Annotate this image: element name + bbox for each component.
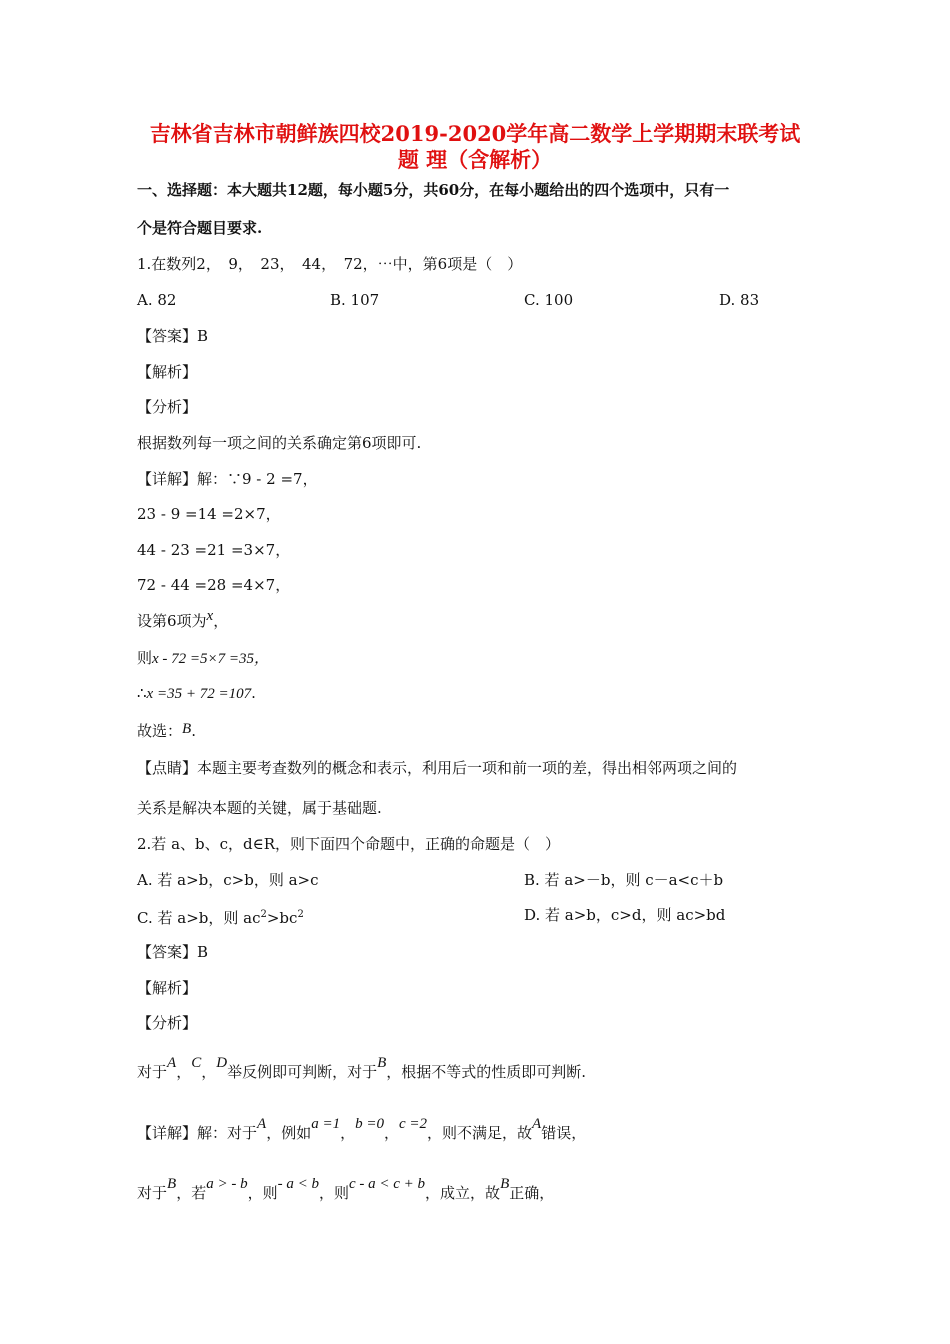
q1-then-prefix: 则 <box>137 649 153 667</box>
document-title-line-2: 题 理（含解析） <box>397 147 553 172</box>
q2-answer: 【答案】B <box>137 943 209 961</box>
document-title-line-1: 吉林省吉林市朝鲜族四校2019-2020学年高二数学上学期期末联考试 <box>149 121 801 146</box>
q2-detail2-part-6: 正确， <box>509 1184 555 1202</box>
q2-detail2-part-2: ，若 <box>176 1184 207 1202</box>
q1-set-x-line <box>137 608 229 632</box>
q1-choice-suffix: . <box>191 722 196 740</box>
q2-detail2-inequality-1: a > - b <box>206 1176 248 1192</box>
q2-reasoning-part-3: ，根据不等式的性质即可判断. <box>386 1063 587 1081</box>
q2-option-c-text: C. 若 a>b，则 ac <box>137 909 261 927</box>
q2-option-c-exponent-2: 2 <box>297 909 304 920</box>
q2-reasoning-option-a: A <box>167 1055 177 1071</box>
q2-reasoning-sep-1: ， <box>176 1063 192 1081</box>
q2-detail2-part-5: ，成立，故 <box>425 1184 501 1202</box>
q2-detail-part-2: ，例如 <box>266 1124 312 1142</box>
q2-detail2-part-3: ，则 <box>247 1184 278 1202</box>
q2-detail2-inequality-3: c - a < c + b <box>348 1176 426 1192</box>
q1-then-line <box>137 648 269 669</box>
q2-detail2-option-b-2: B <box>500 1176 510 1192</box>
q1-set-x-comma: ， <box>213 612 229 630</box>
q2-option-c-text-2: >bc <box>266 909 298 927</box>
q1-therefore-symbol: ∴ <box>137 684 147 702</box>
q1-therefore-dot: . <box>251 684 256 702</box>
q2-reasoning-sep-2: ， <box>201 1063 217 1081</box>
q2-detail-part-3: ，则不满足，故 <box>427 1124 533 1142</box>
q2-reasoning-text <box>137 1055 587 1083</box>
q1-equation-3: 72 - 44 =28 =4×7， <box>137 576 291 594</box>
q1-then-equation: x - 72 =5×7 =35， <box>152 651 270 667</box>
q2-detail-line-2 <box>137 1176 555 1204</box>
q1-detail-line: 【详解】解：∵9 - 2 =7， <box>137 470 318 488</box>
q2-detail2-option-b: B <box>167 1176 177 1192</box>
q2-option-c <box>137 905 304 928</box>
q2-stem: 2.若 a、b、c，d∈R，则下面四个命题中，正确的命题是（ ） <box>137 835 561 853</box>
q2-detail-part-1: 【详解】解：对于 <box>137 1124 258 1142</box>
q1-equation-2: 44 - 23 =21 =3×7， <box>137 541 291 559</box>
q1-comment-line-2: 关系是解决本题的关键，属于基础题. <box>137 799 382 817</box>
q1-set-x-text: 设第6项为 <box>137 612 207 630</box>
q2-detail-option-a: A <box>257 1116 267 1132</box>
q1-comment-line-1: 【点睛】本题主要考查数列的概念和表示，利用后一项和前一项的差，得出相邻两项之间的 <box>137 759 738 777</box>
q2-detail-option-a-2: A <box>532 1116 542 1132</box>
q2-option-c-exponent-1: 2 <box>260 909 267 920</box>
q1-choice-prefix: 故选： <box>137 722 183 740</box>
q2-detail2-inequality-2: - a < b <box>277 1176 319 1192</box>
q2-detail2-part-1: 对于 <box>137 1184 168 1202</box>
q1-choice-letter: B <box>182 721 192 737</box>
q2-reasoning-option-d: D <box>216 1055 228 1071</box>
q1-reasoning-text: 根据数列每一项之间的关系确定第6项即可. <box>137 434 422 452</box>
q2-option-b: B. 若 a>－b，则 c－a<c＋b <box>524 871 724 889</box>
q1-choice-line <box>137 721 196 742</box>
q1-variable-x: x <box>206 608 214 624</box>
q2-reasoning-part-1: 对于 <box>137 1063 168 1081</box>
q2-analysis-heading: 【解析】 <box>137 979 198 997</box>
q2-detail-part-4: 错误， <box>541 1124 587 1142</box>
q1-option-d: D. 83 <box>719 291 760 309</box>
q1-option-b: B. 107 <box>330 291 380 309</box>
q1-answer: 【答案】B <box>137 327 209 345</box>
q1-option-c: C. 100 <box>524 291 574 309</box>
q1-stem: 1.在数列2， 9， 23， 44， 72，⋯中，第6项是（ ） <box>137 255 523 273</box>
section-heading-line-2: 个是符合题目要求. <box>137 219 263 237</box>
q2-reasoning-option-c: C <box>191 1055 202 1071</box>
q2-option-a: A. 若 a>b，c>b，则 a>c <box>137 871 319 889</box>
q2-reasoning-heading: 【分析】 <box>137 1014 198 1032</box>
q1-reasoning-heading: 【分析】 <box>137 398 198 416</box>
q2-detail-sep-2: ， <box>383 1124 399 1142</box>
q1-equation-1: 23 - 9 =14 =2×7， <box>137 505 281 523</box>
q2-reasoning-option-b: B <box>377 1055 387 1071</box>
section-heading-line-1: 一、选择题：本大题共12题，每小题5分，共60分，在每小题给出的四个选项中，只有一 <box>137 181 730 199</box>
q1-analysis-heading: 【解析】 <box>137 363 198 381</box>
q2-reasoning-part-2: 举反例即可判断，对于 <box>227 1063 378 1081</box>
q2-detail-a-value: a =1 <box>311 1116 341 1132</box>
q2-detail-sep-1: ， <box>340 1124 356 1142</box>
q2-detail-line-1 <box>137 1116 587 1144</box>
q2-detail-c-value: c =2 <box>398 1116 428 1132</box>
q2-detail-b-value: b =0 <box>355 1116 384 1132</box>
q1-therefore-equation: x =35 + 72 =107 <box>146 686 252 702</box>
q1-option-a: A. 82 <box>137 291 177 309</box>
q2-detail2-part-4: ，则 <box>318 1184 349 1202</box>
q1-therefore-line <box>137 683 256 704</box>
q2-option-d: D. 若 a>b，c>d，则 ac>bd <box>524 906 726 924</box>
